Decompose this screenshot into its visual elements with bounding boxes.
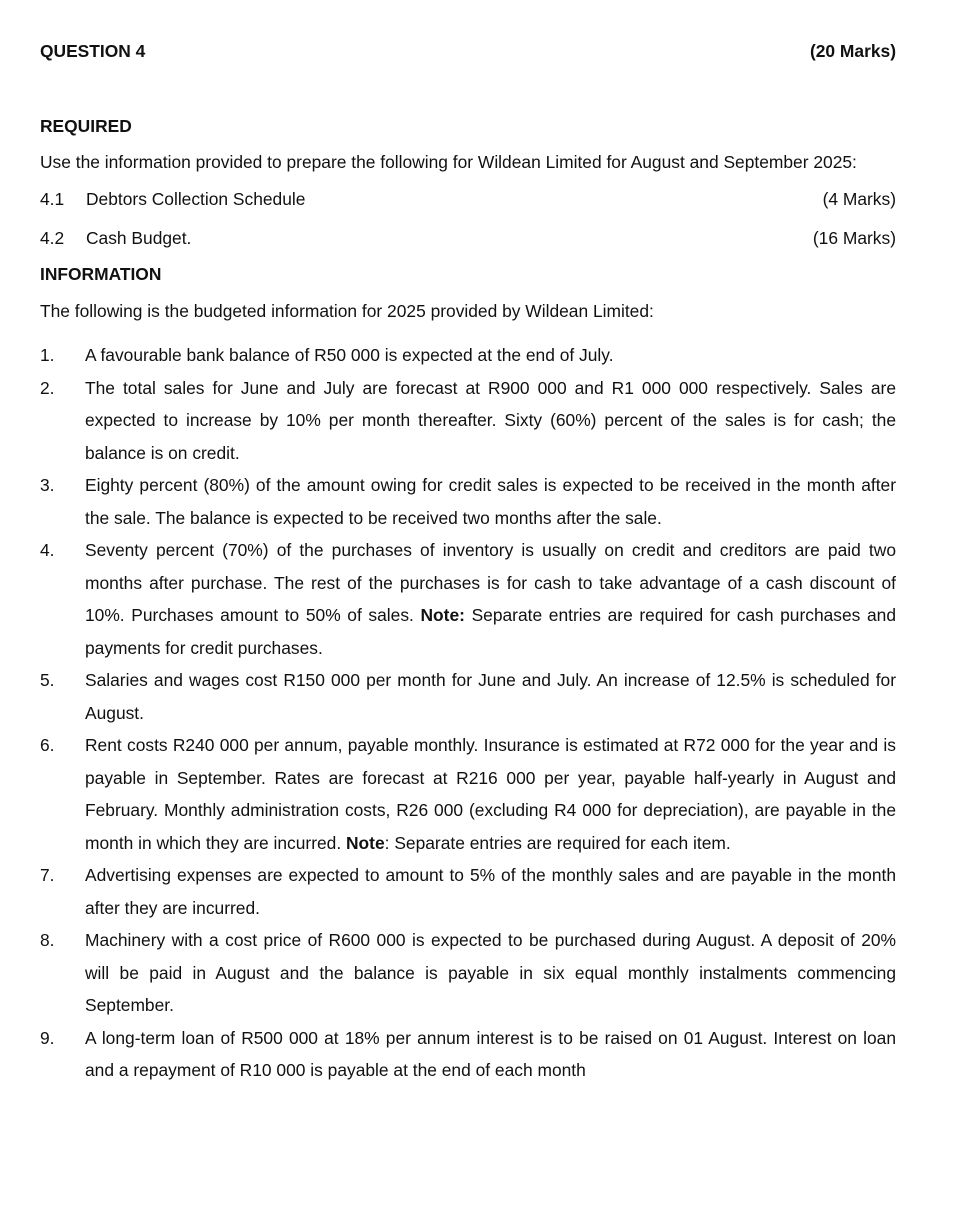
part-number: 4.1 — [40, 189, 65, 209]
part-number: 4.2 — [40, 228, 65, 248]
information-intro: The following is the budgeted information for 2025 provided by Wildean Limited: — [40, 301, 654, 321]
item-number: 7. — [40, 865, 55, 885]
item-text: The total sales for June and July are forecast at R900 000 and R1 000 000 respectively. Sales are expected to increase by 10% per month thereafter. Sixty (60%) percent of the sales is for cash; the balance is on credit. — [85, 377, 896, 463]
part-row — [40, 188, 896, 210]
part-label: Cash Budget. — [86, 228, 192, 248]
info-item-2 — [40, 372, 896, 470]
information-list — [40, 339, 896, 1087]
item-text: A favourable bank balance of R50 000 is expected at the end of July. — [85, 345, 614, 365]
info-item-4 — [40, 534, 896, 664]
part-marks: (4 Marks) — [822, 189, 896, 209]
item-number: 6. — [40, 735, 55, 755]
note-label: Note: — [420, 605, 465, 625]
item-text-part: Seventy percent (70%) of the purchases of inventory is usually on credit and creditors are paid two months after purchase. The rest of the purchases is for cash to take advantage of a cash discount of 10%. Purchases amount to 50% of sales. — [85, 540, 896, 625]
info-item-5 — [40, 664, 896, 729]
info-item-7 — [40, 859, 896, 924]
item-number: 9. — [40, 1027, 55, 1048]
part-row — [40, 227, 896, 249]
info-item-6 — [40, 729, 896, 859]
item-text — [85, 534, 896, 664]
item-number: 1. — [40, 345, 55, 365]
required-heading: REQUIRED — [40, 116, 132, 136]
info-item-1 — [40, 339, 896, 372]
note-label: Note — [346, 832, 385, 853]
item-text: Advertising expenses are expected to amount to 5% of the monthly sales and are payable in the month after they are incurred. — [85, 865, 896, 918]
question-header — [40, 40, 896, 62]
item-text — [85, 729, 896, 859]
item-number: 2. — [40, 377, 55, 398]
item-text: A long-term loan of R500 000 at 18% per annum interest is to be raised on 01 August. Interest on loan and a repayment of R10 000 is payable at the end of each month — [85, 1027, 896, 1080]
information-heading: INFORMATION — [40, 264, 162, 284]
info-item-8 — [40, 924, 896, 1022]
item-text-part: : Separate entries are required for each item. — [384, 832, 731, 853]
part-marks: (16 Marks) — [812, 228, 896, 248]
item-text: Salaries and wages cost R150 000 per month for June and July. An increase of 12.5% is scheduled for August. — [85, 670, 896, 723]
question-title: QUESTION 4 — [40, 41, 146, 61]
item-text-part: Rent costs R240 000 per annum, payable monthly. Insurance is estimated at R72 000 for the year and is payable in September. Rates are forecast at R216 000 per year, payable half-yearly in August and February. Monthly administration costs, R26 000 (excluding R4 000 for depreciation), are payable in the month in which they are incurred. — [85, 735, 896, 853]
item-number: 5. — [40, 670, 55, 690]
item-text: Machinery with a cost price of R600 000 is expected to be purchased during August. A deposit of 20% will be paid in August and the balance is payable in six equal monthly instalments commencing September. — [85, 930, 896, 1015]
part-label: Debtors Collection Schedule — [86, 189, 306, 209]
item-text: Eighty percent (80%) of the amount owing for credit sales is expected to be received in the month after the sale. The balance is expected to be received two months after the sale. — [85, 475, 896, 528]
item-number: 8. — [40, 930, 55, 950]
question-total-marks: (20 Marks) — [809, 41, 896, 61]
item-number: 3. — [40, 475, 55, 495]
item-number: 4. — [40, 540, 55, 560]
info-item-9 — [40, 1022, 896, 1087]
required-intro: Use the information provided to prepare the following for Wildean Limited for August and September 2025: — [40, 152, 857, 172]
item-text-part: Separate entries are required for cash purchases and payments for credit purchases. — [85, 605, 897, 658]
info-item-3 — [40, 469, 896, 534]
